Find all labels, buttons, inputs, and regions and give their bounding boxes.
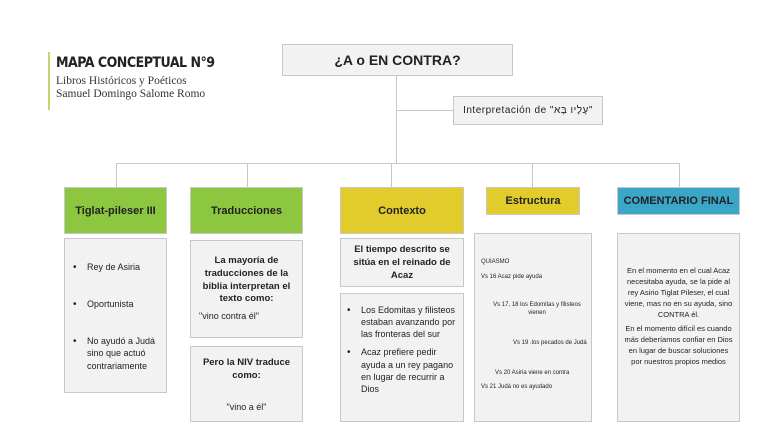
traducciones-box2-quote: "vino a él" (226, 401, 267, 412)
comentario-title: COMENTARIO FINAL (623, 195, 734, 207)
comentario-body (617, 233, 740, 422)
tiglat-header (64, 187, 167, 234)
estructura-header (486, 187, 580, 215)
comentario-para2: En el momento difícil es cuando más deberíamos confiar en Dios en lugar de buscar soluciones por nuestros propios medios (624, 324, 733, 366)
traducciones-box1-text: La mayoría de traducciones de la biblia interpretan el texto como: (202, 255, 291, 305)
connector-col5 (679, 163, 680, 187)
interpretation-text: Interpretación de "עָלָיו בָּא" (463, 105, 593, 116)
page-title: MAPA CONCEPTUAL N°9 (56, 55, 215, 71)
connector-col4 (532, 163, 533, 187)
estructura-line: Vs 19 .los pecados de Judá (513, 340, 587, 346)
comentario-header (617, 187, 740, 215)
header-accent-bar (48, 52, 50, 110)
tiglat-item: • No ayudó a Judá sino que actuó contrariamente (69, 335, 160, 371)
contexto-title: Contexto (378, 204, 426, 217)
estructura-line: Vs 17, 18 los Edomitas y filisteos vienen (493, 302, 581, 316)
comentario-para1: En el momento en el cual Acaz necesitaba ayuda, se la pide al rey Asirio Tiglat Pileser, el cual viene, mas no en su ayuda, sino CONTRA él. (624, 266, 733, 319)
contexto-header (340, 187, 464, 234)
traducciones-box2-text: Pero la NIV traduce como: (202, 357, 291, 381)
connector-col2 (247, 163, 248, 187)
connector-col1 (116, 163, 117, 187)
tiglat-item: • Rey de Asiria (69, 261, 160, 273)
connector-interp (396, 110, 453, 111)
course-name: Libros Históricos y Poéticos (56, 75, 187, 87)
tiglat-body (64, 238, 167, 393)
traducciones-title: Traducciones (211, 204, 282, 217)
tiglat-item: • Oportunista (69, 298, 160, 310)
estructura-body (474, 233, 592, 422)
estructura-line: Vs 20 Asiria viene en contra (495, 370, 570, 376)
connector-main-vertical (396, 76, 397, 164)
contexto-box2 (340, 293, 464, 422)
estructura-line: Vs 16 Acaz pide ayuda (481, 274, 543, 280)
contexto-item: • Acaz prefiere pedir ayuda a un rey pagano en lugar de recurrir a Dios (343, 346, 457, 395)
contexto-box1 (340, 238, 464, 287)
traducciones-box1 (190, 240, 303, 338)
contexto-box1-text: El tiempo descrito se sitúa en el reinado de Acaz (353, 244, 451, 281)
interpretation-node (453, 96, 603, 125)
estructura-title: Estructura (505, 195, 561, 207)
connector-horizontal (116, 163, 679, 164)
contexto-item: • Los Edomitas y filisteos estaban avanzando por las fronteras del sur (343, 304, 457, 340)
main-question-node (282, 44, 513, 76)
author-name: Samuel Domingo Salome Romo (56, 88, 206, 100)
traducciones-box1-quote: "vino contra él" (199, 311, 259, 322)
traducciones-header (190, 187, 303, 234)
traducciones-box2 (190, 346, 303, 422)
main-question-text: ¿A o EN CONTRA? (334, 52, 461, 68)
tiglat-title: Tiglat-pileser III (75, 204, 156, 217)
estructura-line: Vs 21 Judá no es ayudado (481, 384, 553, 390)
estructura-line: QUIASMO (481, 259, 510, 265)
connector-col3 (391, 163, 392, 187)
